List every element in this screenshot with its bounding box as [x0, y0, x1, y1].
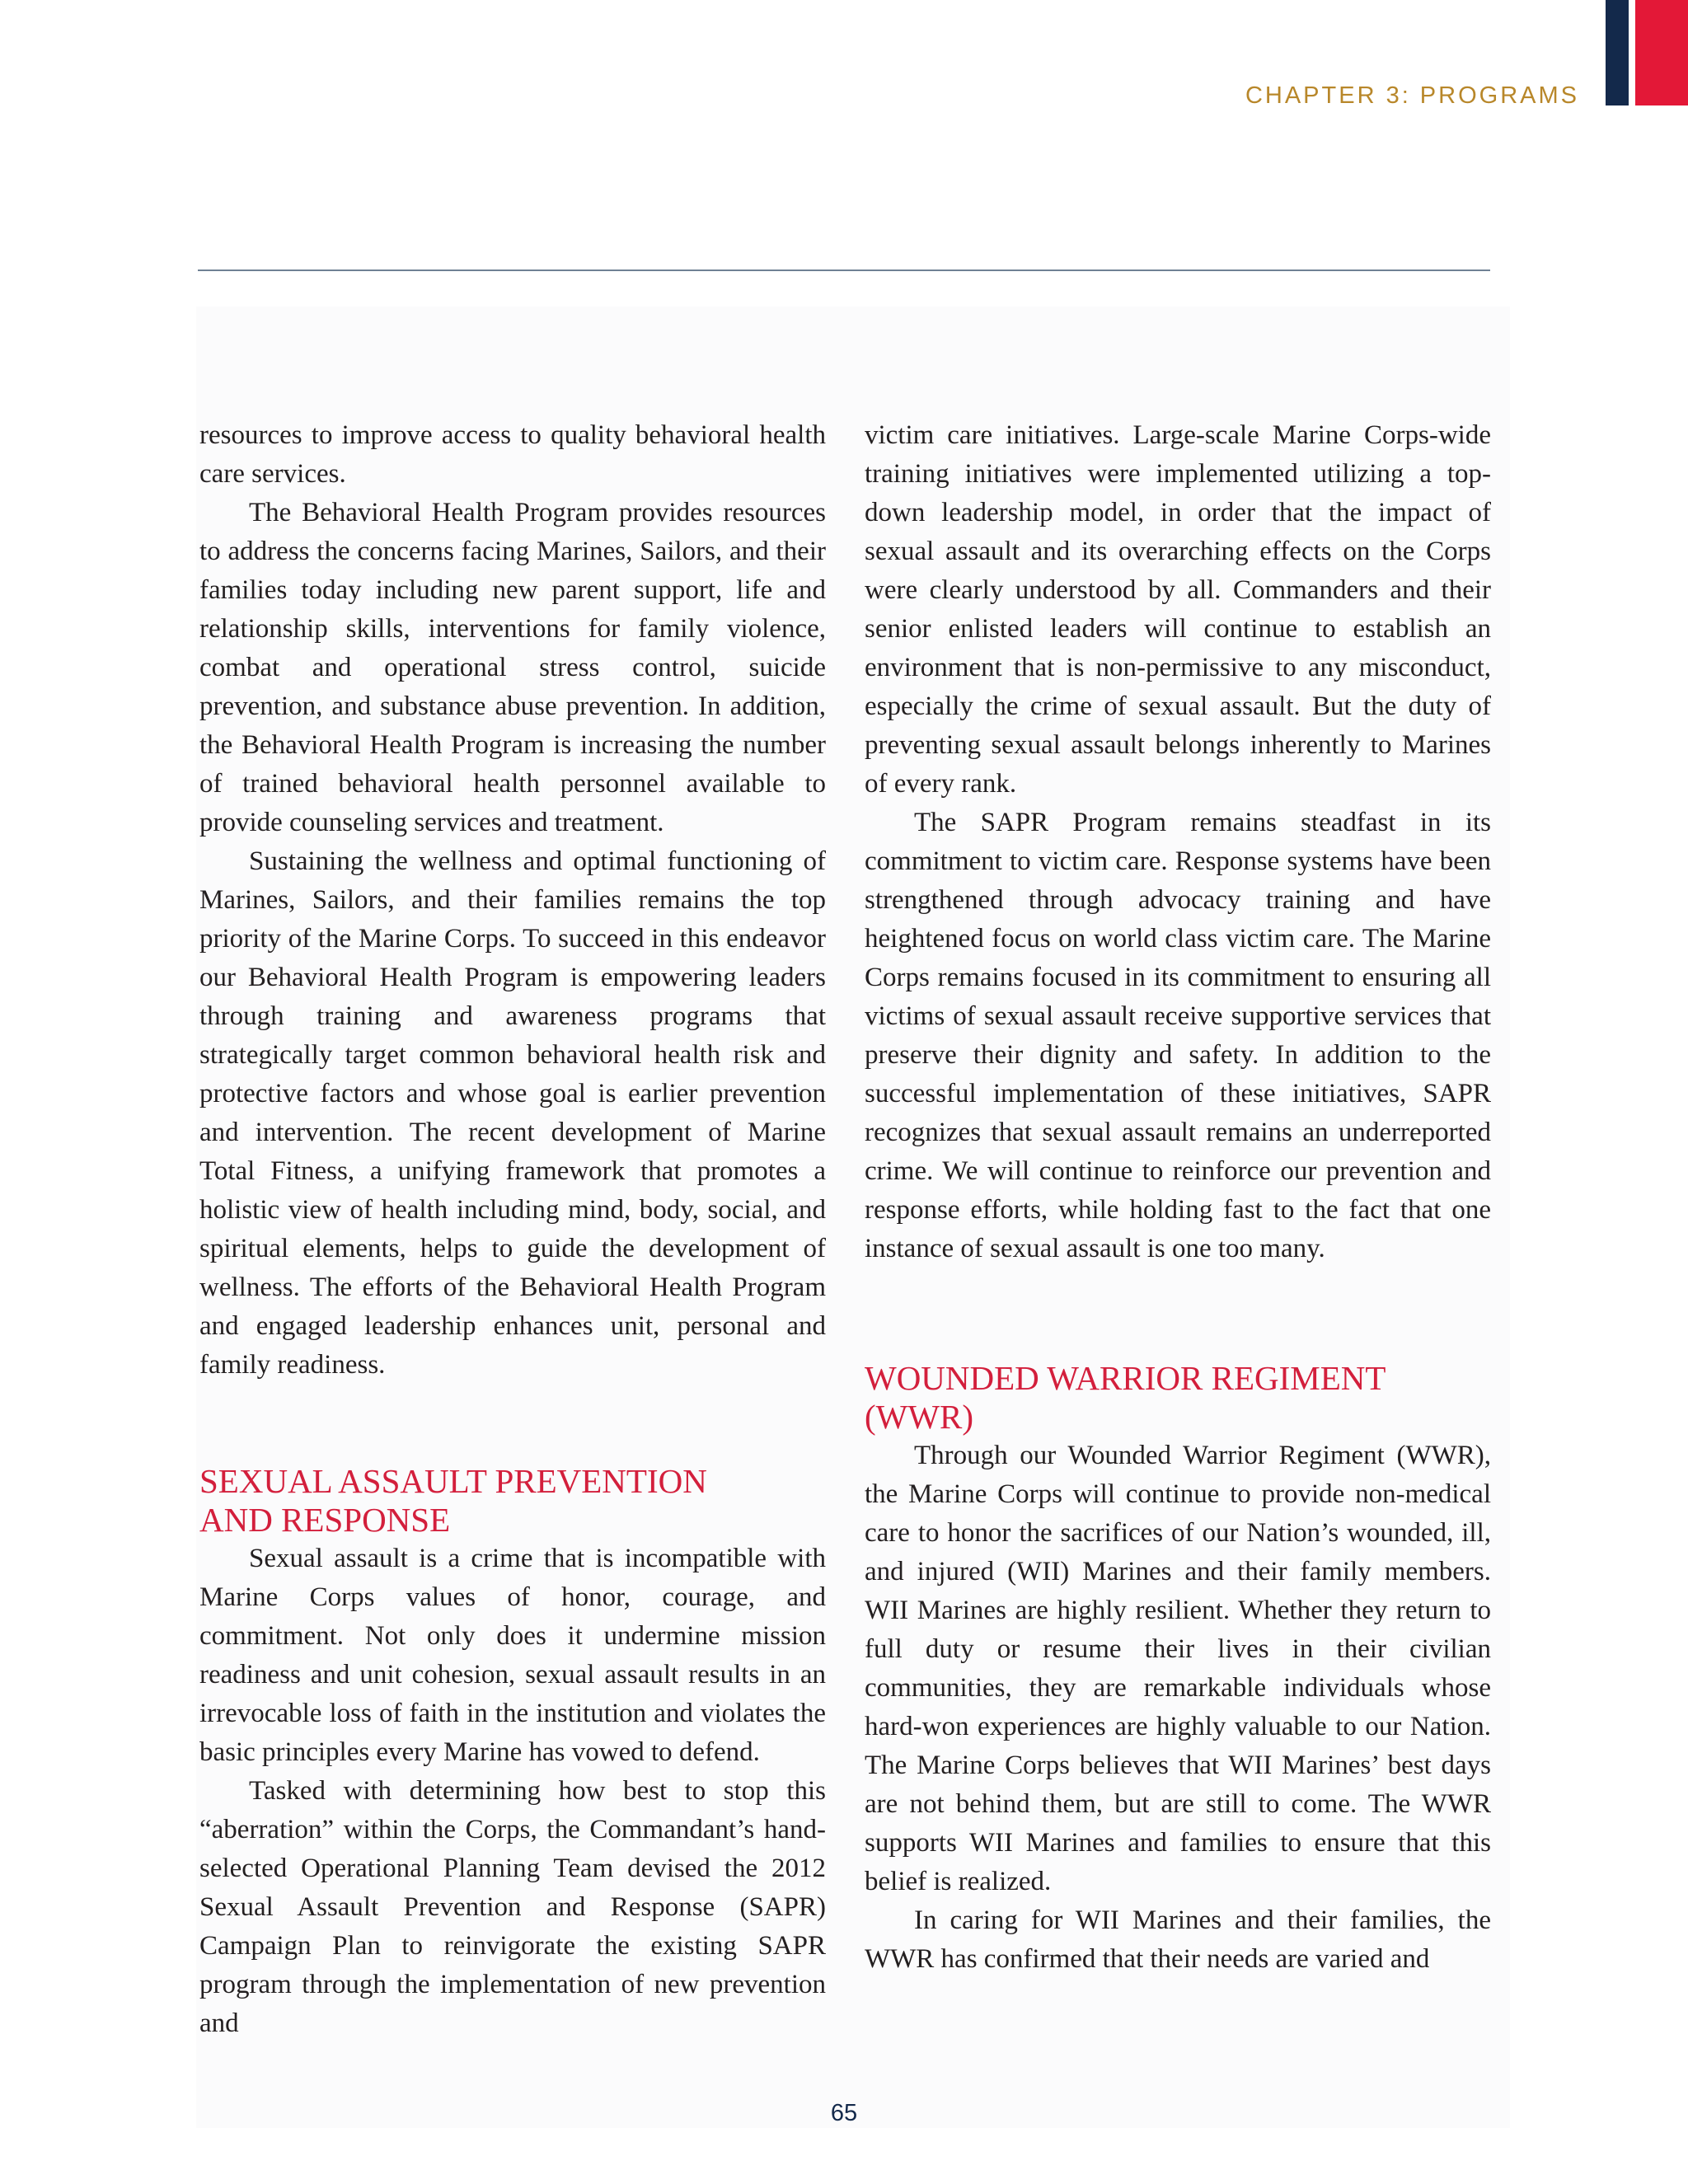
paragraph: Through our Wounded Warrior Regiment (WWR), the Marine Corps will continue to provide non-medical care to honor the sacrifices of our Nation’s wounded, ill, and injured (WII) Marines and their family members. WII Marines are highly resilient. Whether they return to full duty or resume their lives in their civilian communities, they are remarkable individuals whose hard-won experiences are highly valuable to our Nation. The Marine Corps believes that WII Marines’ best days are not behind them, but are still to come. The WWR supports WII Marines and families to ensure that this belief is realized.	[865, 1441, 1491, 1896]
paragraph: In caring for WII Marines and their families, the WWR has confirmed that their needs are varied and	[865, 1905, 1491, 1974]
header-rule	[198, 269, 1490, 271]
paragraph: Sexual assault is a crime that is incompatible with Marine Corps values of honor, courage, and commitment. Not only does it undermine mission readiness and unit cohesion, sexual assault results in an irrevocable loss of faith in the institution and violates the basic principles every Marine has vowed to defend.	[199, 1544, 826, 1767]
section-spacer	[199, 1385, 826, 1462]
chapter-title: CHAPTER 3: PROGRAMS	[1245, 82, 1579, 109]
heading-line: WOUNDED WARRIOR REGIMENT	[865, 1359, 1386, 1397]
heading-line: AND RESPONSE	[199, 1501, 451, 1539]
left-column	[199, 416, 826, 2043]
section-heading-sapr	[199, 1462, 826, 1540]
section-heading-wwr	[865, 1359, 1491, 1436]
heading-line: (WWR)	[865, 1398, 974, 1436]
paragraph: resources to improve access to quality behavioral health care services.	[199, 420, 826, 489]
section-spacer	[865, 1268, 1491, 1359]
paragraph: The Behavioral Health Program provides resources to address the concerns facing Marines, Sailors, and their families today including new parent support, life and relationship skills, interventions for family violence, combat and operational stress control, suicide prevention, and substance abuse prevention. In addition, the Behavioral Health Program is increasing the number of trained behavioral health personnel available to provide counseling services and treatment.	[199, 498, 826, 837]
paragraph: Tasked with determining how best to stop this “aberration” within the Corps, the Commandant’s hand-selected Operational Planning Team devised the 2012 Sexual Assault Prevention and Response (SAPR) Campaign Plan to reinvigorate the existing SAPR program through the implementation of new prevention and	[199, 1776, 826, 2038]
paragraph: victim care initiatives. Large-scale Marine Corps-wide training initiatives were implemented utilizing a top-down leadership model, in order that the impact of sexual assault and its overarching effects on the Corps were clearly understood by all. Commanders and their senior enlisted leaders will continue to establish an environment that is non-permissive to any misconduct, especially the crime of sexual assault. But the duty of preventing sexual assault belongs inherently to Marines of every rank.	[865, 420, 1491, 799]
header-stripe-navy	[1606, 0, 1629, 105]
paragraph: Sustaining the wellness and optimal functioning of Marines, Sailors, and their families remains the top priority of the Marine Corps. To succeed in this endeavor our Behavioral Health Program is empowering leaders through training and awareness programs that strategically target common behavioral health risk and protective factors and whose goal is earlier prevention and intervention. The recent development of Marine Total Fitness, a unifying framework that promotes a holistic view of health including mind, body, social, and spiritual elements, helps to guide the development of wellness. The efforts of the Behavioral Health Program and engaged leadership enhances unit, personal and family readiness.	[199, 846, 826, 1380]
heading-line: SEXUAL ASSAULT PREVENTION	[199, 1462, 707, 1500]
header-stripe-red	[1635, 0, 1688, 105]
paragraph: The SAPR Program remains steadfast in its commitment to victim care. Response systems have been strengthened through advocacy training and have heightened focus on world class victim care. The Marine Corps remains focused in its commitment to ensuring all victims of sexual assault receive supportive services that preserve their dignity and safety. In addition to the successful implementation of these initiatives, SAPR recognizes that sexual assault remains an underreported crime. We will continue to reinforce our prevention and response efforts, while holding fast to the fact that one instance of sexual assault is one too many.	[865, 808, 1491, 1263]
right-column	[865, 416, 1491, 1979]
page-number: 65	[830, 2100, 858, 2126]
